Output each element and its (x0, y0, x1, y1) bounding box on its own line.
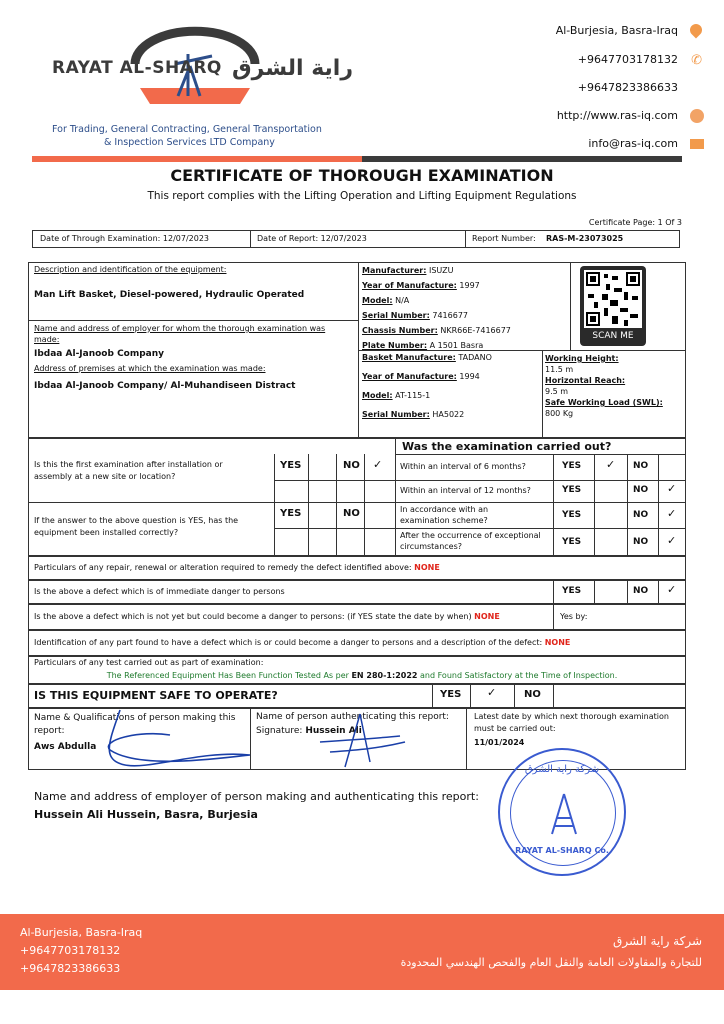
interval-12-months: Within an interval of 12 months? (400, 486, 531, 495)
footer-address: Al-Burjesia, Basra-Iraq (20, 926, 143, 939)
qr-code-icon (584, 270, 642, 328)
first-exam-question: Is this the first examination after installation or assembly at a new site or location? (34, 460, 223, 481)
identification-line: Identification of any part found to have a defect which is or could become a danger to persons and a description of the defect: NONE (34, 638, 571, 647)
int6-yes-tick: ✓ (606, 458, 616, 471)
equip-desc-label: Description and identification of the equipment: (34, 265, 227, 274)
immediate-no[interactable]: NO (633, 586, 649, 596)
location-pin-icon (688, 22, 705, 39)
first-exam-no-tick: ✓ (373, 458, 383, 471)
equip-desc: Man Lift Basket, Diesel-powered, Hydraulic Operated (34, 290, 305, 300)
logo-text-left: RAYAT AL-SHARQ (52, 58, 222, 78)
footer-phone-1: +9647703178132 (20, 944, 121, 957)
employer-of-person: Hussein Ali Hussein, Basra, Burjesia (34, 808, 258, 821)
next-exam-date: 11/01/2024 (474, 738, 525, 747)
stamp-rig-icon (544, 790, 584, 836)
footer-phone-2: +9647823386633 (20, 962, 121, 975)
exceptional-circumstances: After the occurrence of exceptional circumstances? (400, 531, 541, 551)
exceptional-yes[interactable]: YES (562, 537, 582, 547)
repair-line: Particulars of any repair, renewal or alteration required to remedy the defect identified above: NONE (34, 563, 440, 572)
report-date: Date of Report: 12/07/2023 (257, 234, 367, 243)
contact-web[interactable]: http://www.ras-iq.com (556, 109, 678, 122)
footer-arabic-2: للتجارة والمقاولات العامة والنقل العام والفحص الهندسي المحدودة (400, 956, 702, 969)
scheme-no[interactable]: NO (633, 510, 649, 520)
mail-icon (690, 139, 704, 149)
immediate-yes[interactable]: YES (562, 586, 582, 596)
int6-yes[interactable]: YES (562, 461, 582, 471)
installed-no[interactable]: NO (343, 508, 360, 519)
first-exam-no[interactable]: NO (343, 460, 360, 471)
header-bar-left (32, 156, 362, 162)
signature-authenticator (300, 712, 420, 772)
contact-phone-1: +9647703178132 (577, 53, 678, 66)
footer (0, 914, 724, 990)
page-subtitle: This report complies with the Lifting Operation and Lifting Equipment Regulations (147, 190, 577, 202)
exceptional-no-tick: ✓ (667, 534, 677, 547)
examination-scheme: In accordance with an examination scheme? (400, 505, 489, 525)
report-number-label: Report Number: (472, 234, 536, 243)
tagline-1: For Trading, General Contracting, General Transportation (52, 124, 322, 135)
contact-address: Al-Burjesia, Basra-Iraq (555, 24, 678, 37)
maker-name: Aws Abdulla (34, 742, 97, 752)
interval-6-months: Within an interval of 6 months? (400, 462, 526, 471)
contact-email[interactable]: info@ras-iq.com (588, 137, 678, 150)
immediate-no-tick: ✓ (667, 583, 677, 596)
auth-label: Name of person authenticating this report: (256, 712, 449, 722)
scheme-yes[interactable]: YES (562, 510, 582, 520)
certificate-page: Certificate Page: 1 Of 3 (588, 218, 682, 227)
first-exam-yes[interactable]: YES (280, 460, 302, 471)
employer-value: Ibdaa Al-Janoob Company (34, 349, 165, 359)
maker-label: Name & Qualifications of person making this report: (34, 713, 236, 736)
report-number: RAS-M-23073025 (546, 234, 624, 243)
page-title: CERTIFICATE OF THOROUGH EXAMINATION (170, 166, 554, 185)
tagline-2: & Inspection Services LTD Company (104, 137, 275, 148)
logo-text-right: راية الشرق (232, 56, 354, 81)
contact-phone-2: +9647823386633 (577, 81, 678, 94)
tests-label: Particulars of any test carried out as part of examination: (34, 658, 264, 667)
installed-yes[interactable]: YES (280, 508, 302, 519)
scheme-no-tick: ✓ (667, 507, 677, 520)
int12-no[interactable]: NO (633, 485, 649, 495)
header-bar-right (362, 156, 682, 162)
int12-yes[interactable]: YES (562, 485, 582, 495)
footer-arabic-1: شركة راية الشرق (613, 934, 702, 948)
globe-icon (690, 109, 704, 123)
premises-label: Address of premises at which the examination was made: (34, 364, 266, 373)
future-danger-line: Is the above a defect which is not yet but could become a danger to persons: (if YES state the date by when) NONE (34, 612, 500, 621)
tests-value: The Referenced Equipment Has Been Function Tested As per EN 280-1:2022 and Found Satisfactory at the Time of Inspection. (106, 671, 618, 680)
company-stamp: شركة راية الشرق RAYAT AL-SHARQ Co. (498, 748, 626, 876)
installed-correctly-question: If the answer to the above question is YES, has the equipment been installed correctly? (34, 516, 239, 537)
vehicle-details: Manufacturer: ISUZU Year of Manufacture: 1997 Model: N/A Serial Number: 7416677 Chassis Number: NKR66E-7416677 Plate Number: A 1501 Basra (362, 266, 511, 350)
employer-label: Name and address of employer for whom the thorough examination was made: (34, 324, 326, 344)
exam-date: Date of Through Examination: 12/07/2023 (40, 234, 209, 243)
qr-label: SCAN ME (592, 331, 634, 341)
next-exam-label: Latest date by which next thorough examination must be carried out: (474, 712, 669, 733)
safe-yes-tick: ✓ (487, 686, 497, 699)
header (0, 0, 724, 165)
safe-yes[interactable]: YES (440, 689, 462, 700)
employer-of-person-label: Name and address of employer of person making and authenticating this report: (34, 790, 479, 803)
immediate-danger-question: Is the above a defect which is of immediate danger to persons (34, 587, 285, 596)
safe-no[interactable]: NO (524, 689, 541, 700)
capacity-details: Working Height: 11.5 m Horizontal Reach: 9.5 m Safe Working Load (SWL): 800 Kg (545, 354, 663, 418)
signature-maker (80, 700, 280, 780)
premises-value: Ibdaa Al-Janoob Company/ Al-Muhandiseen Distract (34, 381, 296, 391)
auth-signature-line: Signature: Hussein Ali (256, 726, 362, 736)
safe-question: IS THIS EQUIPMENT SAFE TO OPERATE? (34, 689, 278, 702)
int12-no-tick: ✓ (667, 482, 677, 495)
qr-code[interactable] (580, 266, 646, 346)
int6-no[interactable]: NO (633, 461, 649, 471)
phone-icon: ✆ (691, 53, 702, 68)
yes-by-label: Yes by: (560, 612, 588, 621)
exceptional-no[interactable]: NO (633, 537, 649, 547)
exam-carried-out-heading: Was the examination carried out? (402, 440, 612, 453)
